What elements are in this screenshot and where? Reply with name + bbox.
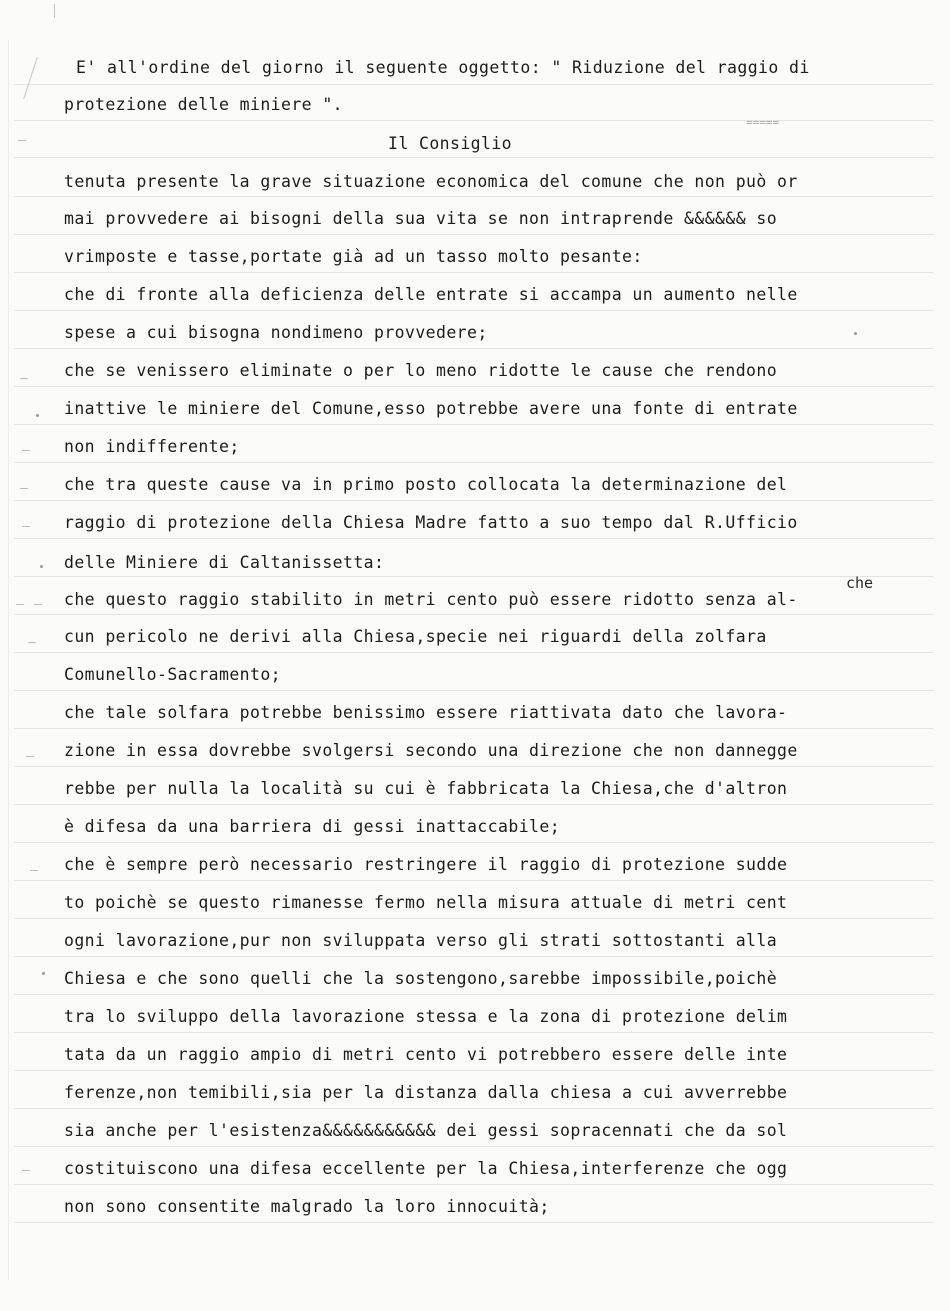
body-line: che questo raggio stabilito in metri cento può essere ridotto senza al- bbox=[64, 590, 798, 609]
ink-speck bbox=[36, 414, 39, 417]
margin-mark bbox=[22, 526, 30, 527]
page-edge-shadow bbox=[8, 40, 9, 1280]
body-line: che di fronte alla deficienza delle entrate si accampa un aumento nelle bbox=[64, 285, 798, 304]
ink-speck bbox=[40, 565, 43, 568]
ruled-line bbox=[14, 880, 934, 881]
body-line: delle Miniere di Caltanissetta: bbox=[64, 553, 385, 572]
ruled-line bbox=[14, 386, 934, 387]
ink-speck bbox=[854, 332, 857, 335]
body-line: zione in essa dovrebbe svolgersi secondo una direzione che non dannegge bbox=[64, 741, 798, 760]
ruled-line bbox=[14, 842, 934, 843]
ruled-line bbox=[14, 120, 934, 121]
ruled-line bbox=[14, 1070, 934, 1071]
ruled-line bbox=[14, 84, 934, 85]
margin-mark bbox=[28, 642, 36, 643]
ruled-line bbox=[14, 1184, 934, 1185]
ruled-line bbox=[14, 424, 934, 425]
body-line: non sono consentite malgrado la loro innocuità; bbox=[64, 1197, 550, 1216]
body-line: to poichè se questo rimanesse fermo nella misura attuale di metri cent bbox=[64, 893, 788, 912]
margin-mark bbox=[16, 604, 24, 605]
body-line: tata da un raggio ampio di metri cento vi potrebbero essere delle inte bbox=[64, 1045, 788, 1064]
ruled-line bbox=[14, 994, 934, 995]
pen-stroke bbox=[23, 57, 38, 99]
body-line: Comunello-Sacramento; bbox=[64, 665, 282, 684]
body-line: tenuta presente la grave situazione economica del comune che non può or bbox=[64, 172, 798, 191]
ruled-line bbox=[14, 310, 934, 311]
margin-mark bbox=[20, 378, 28, 379]
margin-mark bbox=[20, 488, 28, 489]
interline-insertion: che bbox=[846, 574, 874, 592]
ruled-line bbox=[14, 576, 934, 577]
body-line: spese a cui bisogna nondimeno provvedere; bbox=[64, 323, 488, 342]
faint-overprint: ===== bbox=[746, 116, 780, 129]
section-heading: Il Consiglio bbox=[388, 134, 513, 153]
body-line: sia anche per l'esistenza&&&&&&&&&&& dei gessi sopracennati che da sol bbox=[64, 1121, 788, 1140]
ruled-line bbox=[14, 728, 934, 729]
ruled-line bbox=[14, 462, 934, 463]
ruled-line bbox=[14, 538, 934, 539]
body-line: vrimposte e tasse,portate già ad un tasso molto pesante: bbox=[64, 247, 643, 266]
ruled-line bbox=[14, 348, 934, 349]
margin-mark bbox=[18, 140, 26, 141]
body-line: che se venissero eliminate o per lo meno ridotte le cause che rendono bbox=[64, 361, 778, 380]
body-line: rebbe per nulla la località su cui è fabbricata la Chiesa,che d'altron bbox=[64, 779, 788, 798]
margin-mark bbox=[34, 604, 42, 605]
ruled-line bbox=[14, 804, 934, 805]
ruled-line bbox=[14, 766, 934, 767]
ruled-line bbox=[14, 157, 934, 158]
ruled-line bbox=[14, 690, 934, 691]
pen-stroke bbox=[54, 4, 55, 18]
margin-mark bbox=[22, 450, 30, 451]
intro-line: protezione delle miniere ". bbox=[64, 95, 344, 114]
body-line: tra lo sviluppo della lavorazione stessa e la zona di protezione delim bbox=[64, 1007, 788, 1026]
ruled-line bbox=[14, 614, 934, 615]
body-line: ferenze,non temibili,sia per la distanza dalla chiesa a cui avverrebbe bbox=[64, 1083, 788, 1102]
ruled-line bbox=[14, 500, 934, 501]
body-line: Chiesa e che sono quelli che la sostengono,sarebbe impossibile,poichè bbox=[64, 969, 778, 988]
body-line: che è sempre però necessario restringere il raggio di protezione sudde bbox=[64, 855, 788, 874]
body-line: raggio di protezione della Chiesa Madre fatto a suo tempo dal R.Ufficio bbox=[64, 513, 798, 532]
body-line: non indifferente; bbox=[64, 437, 240, 456]
body-line: inattive le miniere del Comune,esso potrebbe avere una fonte di entrate bbox=[64, 399, 798, 418]
ruled-line bbox=[14, 1032, 934, 1033]
ruled-line bbox=[14, 918, 934, 919]
margin-mark bbox=[22, 1170, 30, 1171]
body-line: ogni lavorazione,pur non sviluppata verso gli strati sottostanti alla bbox=[64, 931, 778, 950]
body-line: che tale solfara potrebbe benissimo essere riattivata dato che lavora- bbox=[64, 703, 788, 722]
ruled-line bbox=[14, 652, 934, 653]
margin-mark bbox=[30, 870, 38, 871]
body-line: costituiscono una difesa eccellente per la Chiesa,interferenze che ogg bbox=[64, 1159, 788, 1178]
ruled-line bbox=[14, 956, 934, 957]
ink-speck bbox=[42, 972, 45, 975]
ruled-line bbox=[14, 272, 934, 273]
ruled-line bbox=[14, 1222, 934, 1223]
ruled-line bbox=[14, 234, 934, 235]
body-line: cun pericolo ne derivi alla Chiesa,specie nei riguardi della zolfara bbox=[64, 627, 767, 646]
margin-mark bbox=[26, 756, 34, 757]
ruled-line bbox=[14, 1108, 934, 1109]
body-line: mai provvedere ai bisogni della sua vita se non intraprende &&&&&& so bbox=[64, 209, 778, 228]
ruled-line bbox=[14, 196, 934, 197]
ruled-line bbox=[14, 1146, 934, 1147]
body-line: che tra queste cause va in primo posto collocata la determinazione del bbox=[64, 475, 788, 494]
intro-line: E' all'ordine del giorno il seguente oggetto: " Riduzione del raggio di bbox=[76, 58, 810, 77]
body-line: è difesa da una barriera di gessi inattaccabile; bbox=[64, 817, 561, 836]
